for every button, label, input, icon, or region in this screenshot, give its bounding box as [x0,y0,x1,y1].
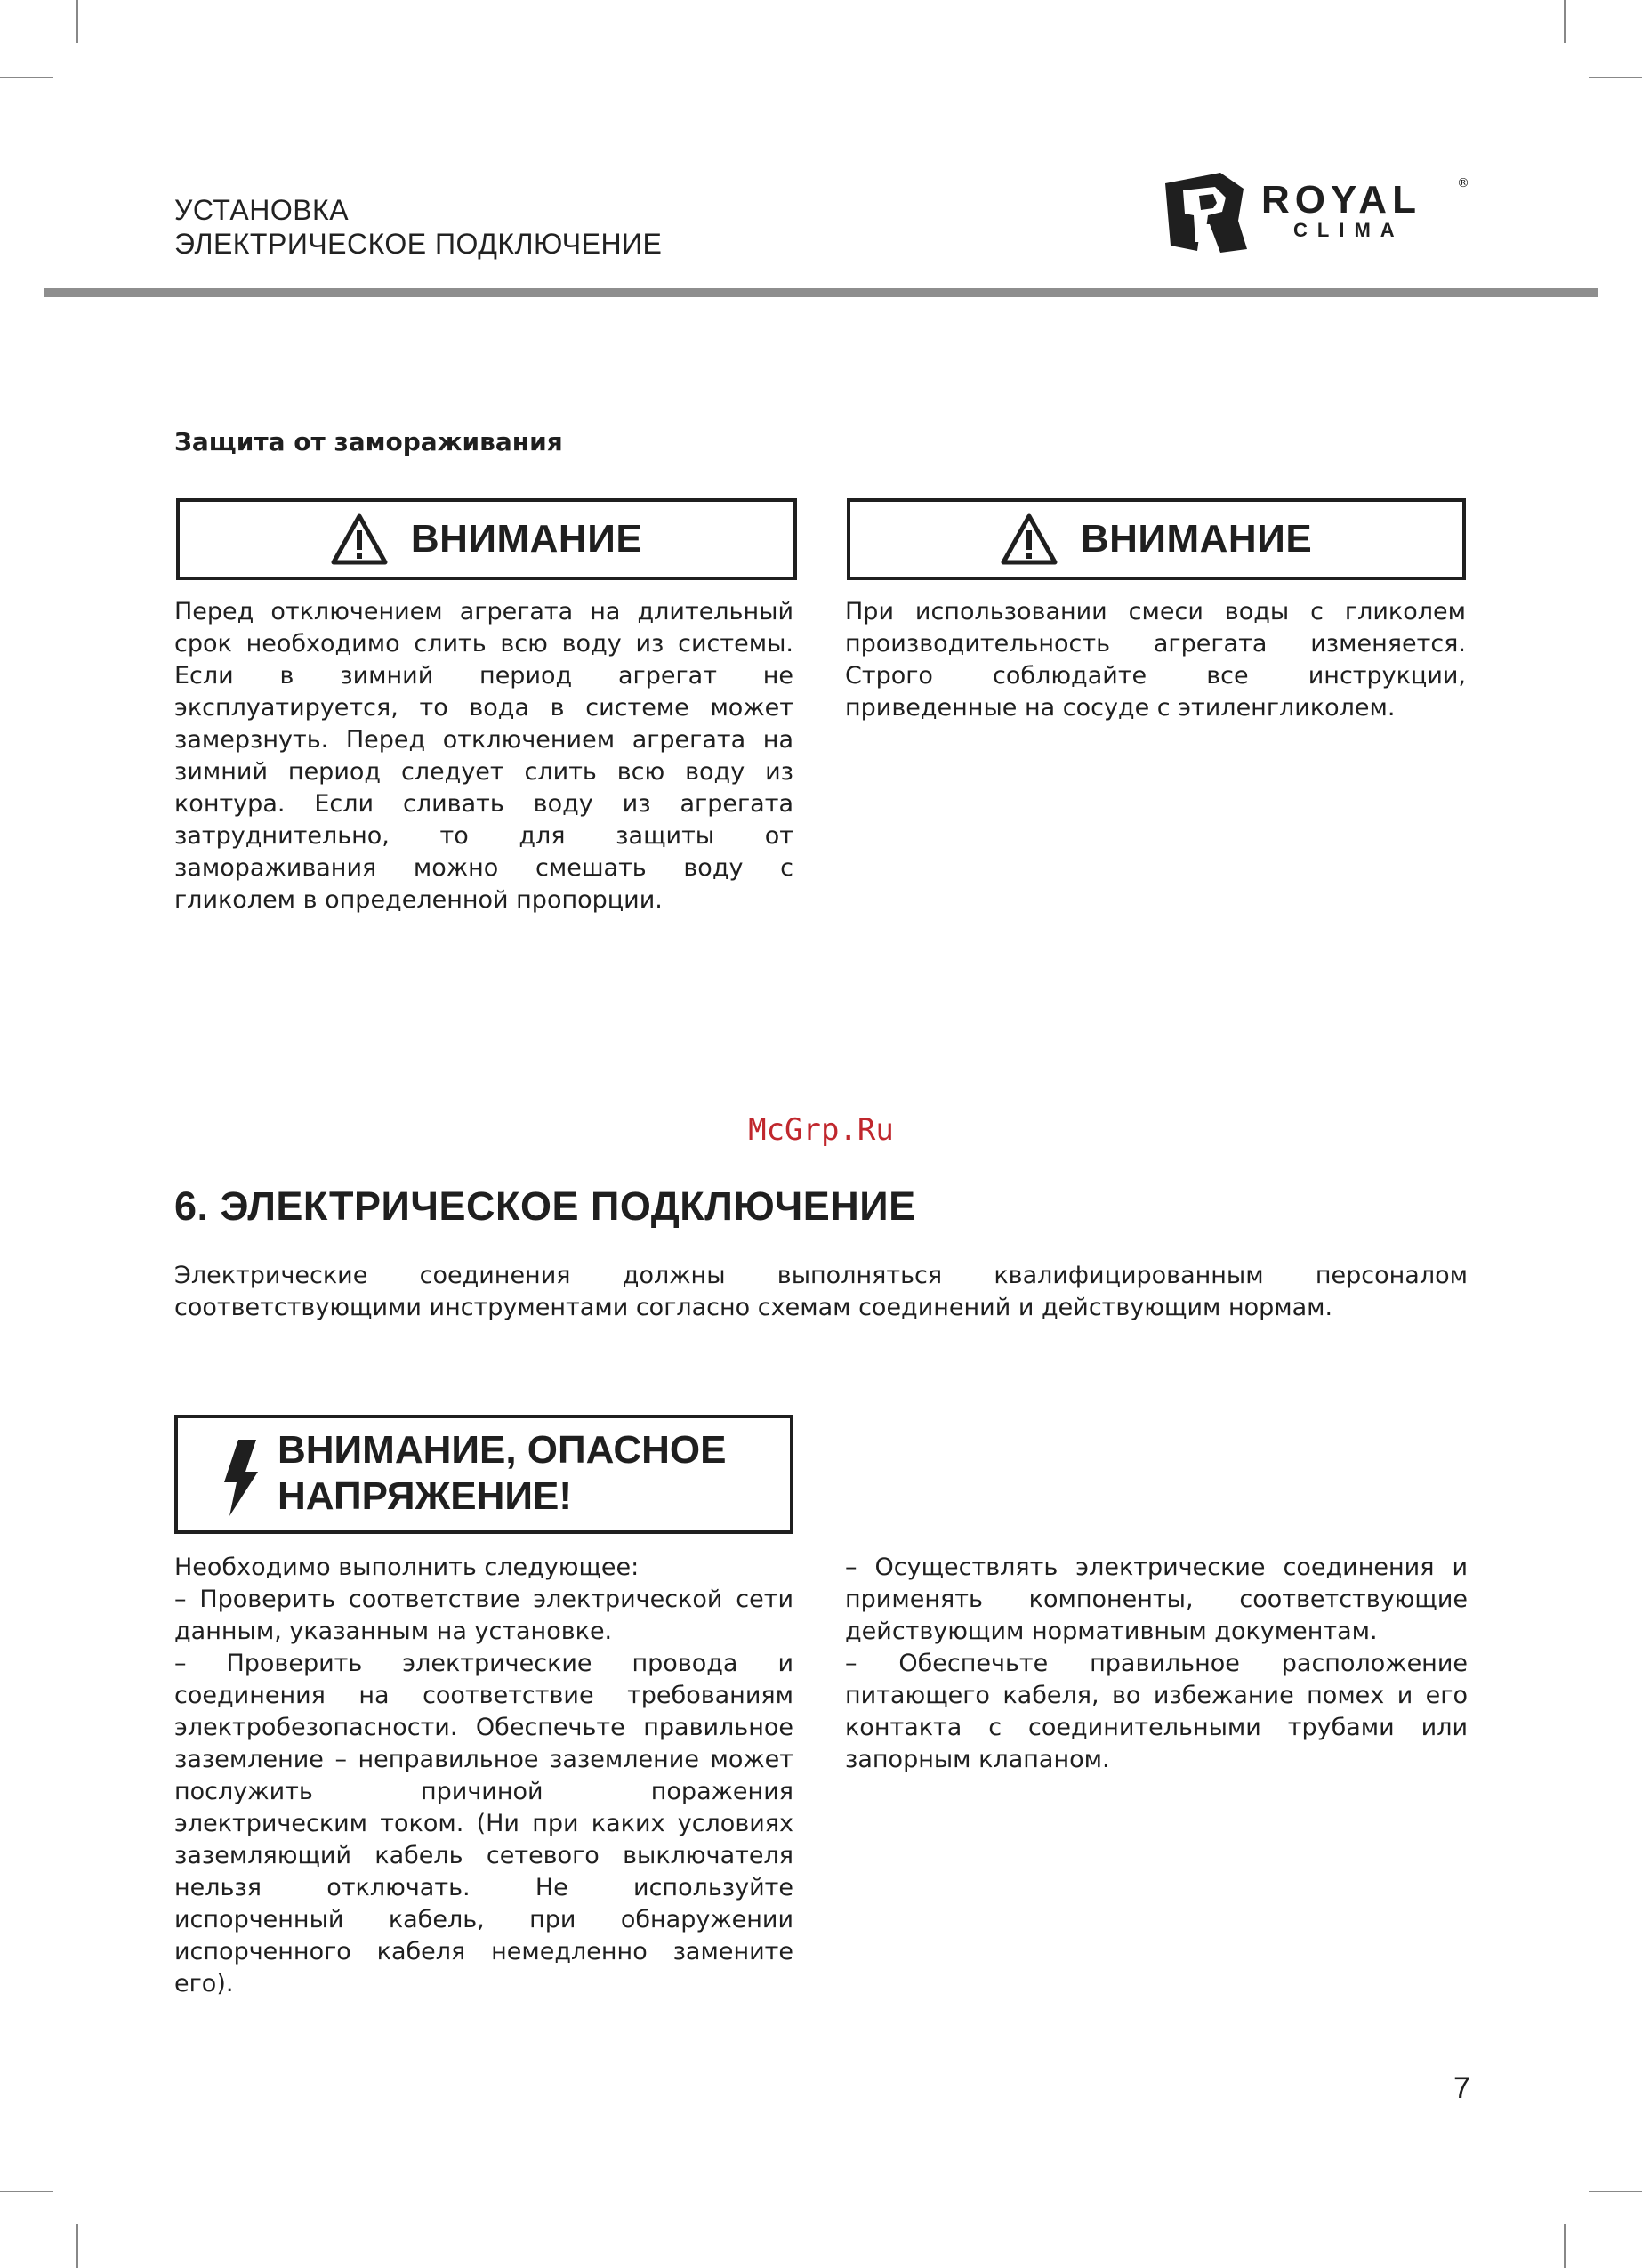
crop-mark [0,2191,53,2192]
crop-mark [1589,77,1642,78]
danger-title-line1: ВНИМАНИЕ, ОПАСНОЕ [278,1428,727,1472]
freeze-right-text [845,596,1466,724]
paragraph: Необходимо выполнить следующее: [174,1554,640,1581]
freeze-protection-heading: Защита от замораживания [174,427,563,456]
crop-mark [1564,2224,1566,2268]
section-intro [174,1260,1468,1324]
paragraph: – Проверить соответствие электрической сети данным, указанным на установке. [174,1586,793,1645]
section-title: 6. ЭЛЕКТРИЧЕСКОЕ ПОДКЛЮЧЕНИЕ [174,1183,916,1229]
royal-clima-logo-icon [1162,169,1251,254]
danger-title [278,1427,726,1520]
warning-label: ВНИМАНИЕ [410,517,643,561]
logo-clima-text: CLIMA [1293,219,1405,241]
page-number: 7 [1453,2071,1470,2105]
freeze-left-text [174,596,793,916]
warning-triangle-icon [1001,513,1058,566]
warning-triangle-icon [331,513,388,566]
danger-title-line2: НАПРЯЖЕНИЕ! [278,1474,572,1518]
watermark: McGrp.Ru [748,1112,894,1148]
electrical-left-column [174,1552,793,2000]
header-divider [44,288,1598,297]
header-subsection: ЭЛЕКТРИЧЕСКОЕ ПОДКЛЮЧЕНИЕ [174,228,663,260]
lightning-bolt-icon [221,1438,262,1518]
paragraph: Перед отключением агрегата на длительный срок необходимо слить всю воду из системы. Если в зимний период агрегат не эксплуатируется, то вода в системе может замерзнуть. Перед отключением агрегата на зимний период следует слить всю воду из контура. Если сливать воду из агрегата затруднительно, то для защиты от замораживания можно смешать воду с гликолем в определенной пропорции. [174,598,793,914]
electrical-right-column [845,1552,1468,1776]
logo-royal-text: ROYAL [1261,178,1421,222]
paragraph: – Осуществлять электрические соединения и применять компоненты, соответствующие действующим нормативным документам. [845,1554,1468,1645]
warning-box-right [847,498,1466,580]
paragraph: – Обеспечьте правильное расположение питающего кабеля, во избежание помех и его контакта с соединительными трубами или запорным клапаном. [845,1650,1468,1773]
warning-box-left [176,498,797,580]
danger-voltage-box [174,1415,793,1534]
header-section: УСТАНОВКА [174,194,350,226]
registered-mark: ® [1457,176,1469,190]
paragraph: Электрические соединения должны выполняться квалифицированным персоналом соответствующими инструментами согласно схемам соединений и действующим нормам. [174,1262,1468,1321]
brand-logo [1162,169,1473,254]
crop-mark [76,2224,78,2268]
paragraph: При использовании смеси воды с гликолем производительность агрегата изменяется. Строго соблюдайте все инструкции, приведенные на сосуде с этиленгликолем. [845,598,1466,722]
crop-mark [0,77,53,78]
crop-mark [1564,0,1566,43]
crop-mark [1589,2191,1642,2192]
warning-label: ВНИМАНИЕ [1080,517,1313,561]
paragraph: – Проверить электрические провода и соединения на соответствие требованиям электробезопасности. Обеспечьте правильное заземление – неправильное заземление может послужить причиной поражения электрическим током. (Ни при каких условиях заземляющий кабель сетевого выключателя нельзя отключать. Не используйте испорченный кабель, при обнаружении испорченного кабеля немедленно замените его). [174,1650,793,1998]
crop-mark [76,0,78,43]
